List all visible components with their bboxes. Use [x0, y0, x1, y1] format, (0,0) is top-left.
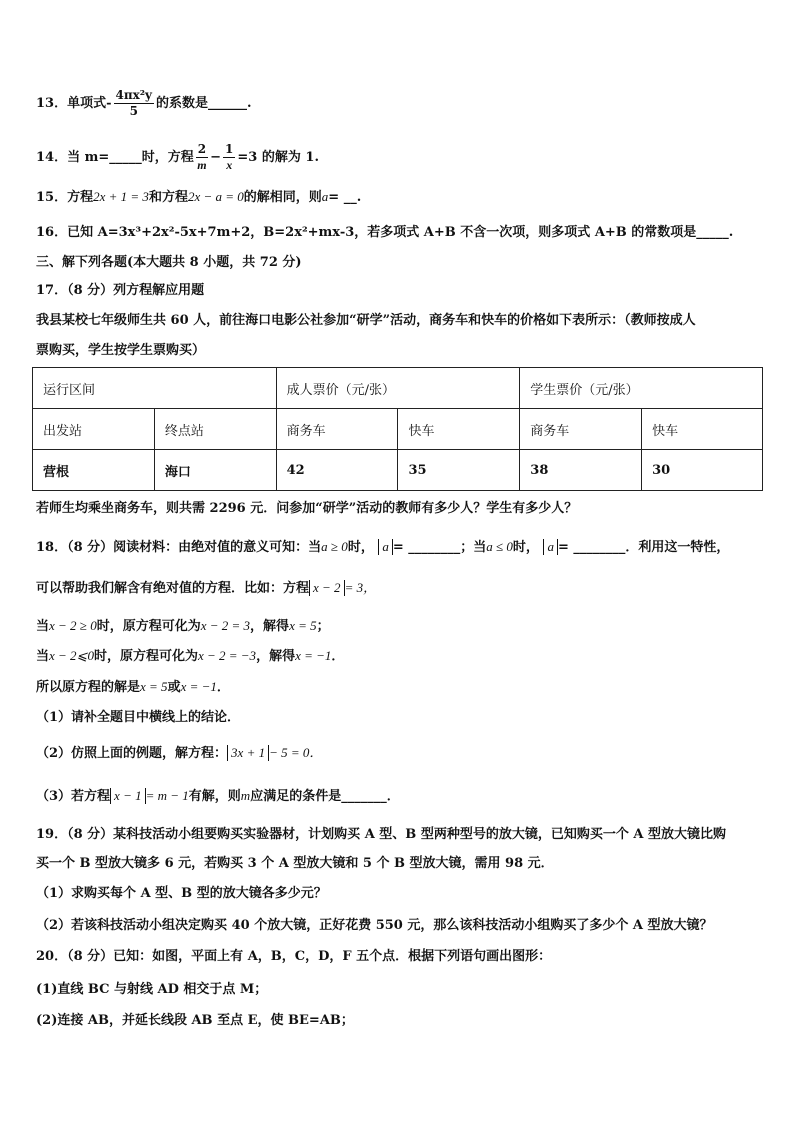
q18-sub-1: （1）请补全题目中横线上的结论．	[36, 710, 241, 725]
q15-number: 15．	[36, 190, 68, 205]
table-row	[33, 409, 763, 450]
q18-l3-solve: ，解得	[250, 619, 290, 634]
q13-prefix: 单项式-	[67, 96, 112, 111]
q13-number: 13．	[36, 96, 68, 111]
fare-table	[32, 367, 763, 491]
q18-sub-3	[36, 787, 400, 806]
table-cell: 38	[520, 450, 642, 491]
q14-fraction-1	[196, 142, 208, 173]
q18-l3-condition: x − 2 ≥ 0	[49, 618, 97, 633]
q18-l4-text: 时，原方程可化为	[93, 649, 198, 664]
q18-s3-abs: x − 1	[110, 788, 146, 804]
q19-sub-2: （2）若该科技活动小组决定购买 40 个放大镜，正好花费 550 元，那么该科技活动小组购买了多少个 A 型放大镜？	[36, 918, 713, 933]
q17-paragraph-line-2: 票购买，学生按学生票购买）	[36, 343, 206, 358]
q15-middle: 和方程	[148, 190, 188, 205]
q18-l4-when: 当	[36, 649, 50, 664]
q18-l5-end: ．	[216, 680, 230, 695]
q15-equation-1: 2x + 1 = 3	[93, 189, 149, 204]
q18-l3-end: ；	[316, 619, 330, 634]
q14-f2-numerator: 1	[225, 142, 234, 156]
q17-heading: 17．（8 分）列方程解应用题	[36, 283, 205, 298]
q18-text-2: = ________；当	[392, 540, 487, 555]
table-header-cell: 运行区间	[33, 368, 277, 409]
q18-text-1: 时，	[347, 540, 374, 555]
q14-minus: −	[210, 150, 222, 165]
q20-sub-1: (1)直线 BC 与射线 AD 相交于点 M；	[36, 982, 268, 997]
q18-text-3: 时，	[512, 540, 539, 555]
q18-line-5	[36, 678, 230, 697]
q13-suffix: 的系数是______.	[156, 96, 252, 111]
q14-f1-numerator: 2	[197, 142, 207, 156]
q18-heading: 18．（8 分）阅读材料：由绝对值的意义可知：当	[36, 540, 322, 555]
q18-l4-condition: x − 2⩽0	[49, 648, 94, 663]
q18-s3-end: 应满足的条件是_______．	[250, 789, 400, 804]
q18-sub-2	[36, 744, 322, 763]
q19-sub-1: （1）求购买每个 A 型、B 型的放大镜各多少元？	[36, 886, 327, 901]
q14-prefix: 当 m=_____时，方程	[67, 150, 194, 165]
table-subheader-cell: 终点站	[154, 409, 276, 450]
q13-frac-numerator: 4πx²y	[115, 88, 153, 102]
q19-line-1: 19．（8 分）某科技活动小组要购买实验器材，计划购买 A 型、B 型两种型号的放大镜，已知购买一个 A 型放大镜比购	[36, 827, 726, 842]
table-subheader-cell: 快车	[642, 409, 763, 450]
q18-line-2	[36, 579, 376, 598]
q15-equation-2: 2x − a = 0	[187, 189, 244, 204]
q18-l3-text: 时，原方程可化为	[96, 619, 201, 634]
q14-suffix: =3 的解为 1.	[237, 150, 319, 165]
q18-l3-when: 当	[36, 619, 50, 634]
q13-fraction	[114, 88, 155, 119]
table-cell: 35	[398, 450, 520, 491]
q18-l4-equation: x − 2 = −3	[197, 648, 257, 663]
q18-s2-rhs: − 5 = 0．	[269, 745, 323, 760]
q15-suffix-1: 的解相同，则	[243, 190, 322, 205]
q15-variable: a	[321, 189, 329, 204]
q18-l5-or: 或	[167, 680, 181, 695]
q18-l5-solution-2: x = −1	[180, 679, 217, 694]
q18-text-4: = ________．利用这一特性，	[557, 540, 730, 555]
q18-l2-text: 可以帮助我们解含有绝对值的方程．比如：方程	[36, 581, 310, 596]
q18-l5-solution-1: x = 5	[140, 679, 168, 694]
q15-suffix-2: = __.	[328, 190, 362, 205]
q17-question: 若师生均乘坐商务车，则共需 2296 元．问参加“研学”活动的教师有多少人？学生有多少人？	[36, 501, 578, 516]
q18-line-1	[36, 538, 729, 557]
table-cell: 42	[276, 450, 398, 491]
q18-s2-text: （2）仿照上面的例题，解方程：	[36, 746, 228, 761]
table-row	[33, 368, 763, 409]
question-13	[36, 88, 252, 119]
q18-s3-rhs: = m − 1	[145, 788, 189, 803]
q18-condition-1: a ≥ 0	[321, 539, 348, 554]
question-16: 16．已知 A=3x³+2x²-5x+7m+2，B=2x²+mx-3，若多项式 A+B 不含一次项，则多项式 A+B 的常数项是_____.	[36, 225, 734, 240]
q18-l3-answer: x = 5	[289, 618, 317, 633]
q18-l4-end: ．	[331, 649, 345, 664]
q14-f2-denominator: x	[226, 158, 233, 172]
q18-l2-rhs: = 3，	[344, 580, 377, 595]
q18-line-3	[36, 617, 330, 636]
table-cell: 30	[642, 450, 763, 491]
table-cell: 营根	[33, 450, 155, 491]
q14-fraction-2	[223, 142, 235, 173]
q18-s2-abs: 3x + 1	[227, 745, 269, 761]
section-title: 三、解下列各题(本大题共 8 小题，共 72 分)	[36, 255, 302, 270]
q18-condition-2: a ≤ 0	[486, 539, 513, 554]
q15-prefix: 方程	[67, 190, 94, 205]
q17-paragraph-line-1: 我县某校七年级师生共 60 人，前往海口电影公社参加“研学”活动，商务车和快车的价格如下表所示：（教师按成人	[36, 313, 696, 328]
q18-s3-var: m	[240, 788, 251, 803]
question-14	[36, 142, 319, 173]
q18-l2-abs: x − 2	[309, 580, 345, 596]
question-15	[36, 188, 361, 207]
q20-line-1: 20．（8 分）已知：如图，平面上有 A，B，C，D，F 五个点．根据下列语句画出图形：	[36, 949, 552, 964]
q18-l4-solve: ，解得	[256, 649, 296, 664]
table-subheader-cell: 快车	[398, 409, 520, 450]
q18-s3-cond: 有解，则	[188, 789, 241, 804]
q18-l4-answer: x = −1	[295, 648, 332, 663]
q18-s3-text: （3）若方程	[36, 789, 111, 804]
q19-line-2: 买一个 B 型放大镜多 6 元，若购买 3 个 A 型放大镜和 5 个 B 型放大镜，需用 98 元．	[36, 856, 554, 871]
table-header-cell: 学生票价（元/张）	[520, 368, 763, 409]
q18-line-4	[36, 647, 344, 666]
q14-number: 14．	[36, 150, 68, 165]
table-subheader-cell: 商务车	[520, 409, 642, 450]
table-cell: 海口	[154, 450, 276, 491]
table-header-cell: 成人票价（元/张）	[276, 368, 520, 409]
q14-f1-denominator: m	[197, 158, 207, 172]
q13-frac-denominator: 5	[129, 104, 138, 118]
q18-abs-a-1: a	[378, 539, 393, 555]
q20-sub-2: (2)连接 AB，并延长线段 AB 至点 E，使 BE=AB；	[36, 1013, 354, 1028]
q18-abs-a-2: a	[543, 539, 558, 555]
q18-l5-text: 所以原方程的解是	[36, 680, 141, 695]
table-subheader-cell: 出发站	[33, 409, 155, 450]
q18-l3-equation: x − 2 = 3	[200, 618, 251, 633]
table-subheader-cell: 商务车	[276, 409, 398, 450]
table-row	[33, 450, 763, 491]
